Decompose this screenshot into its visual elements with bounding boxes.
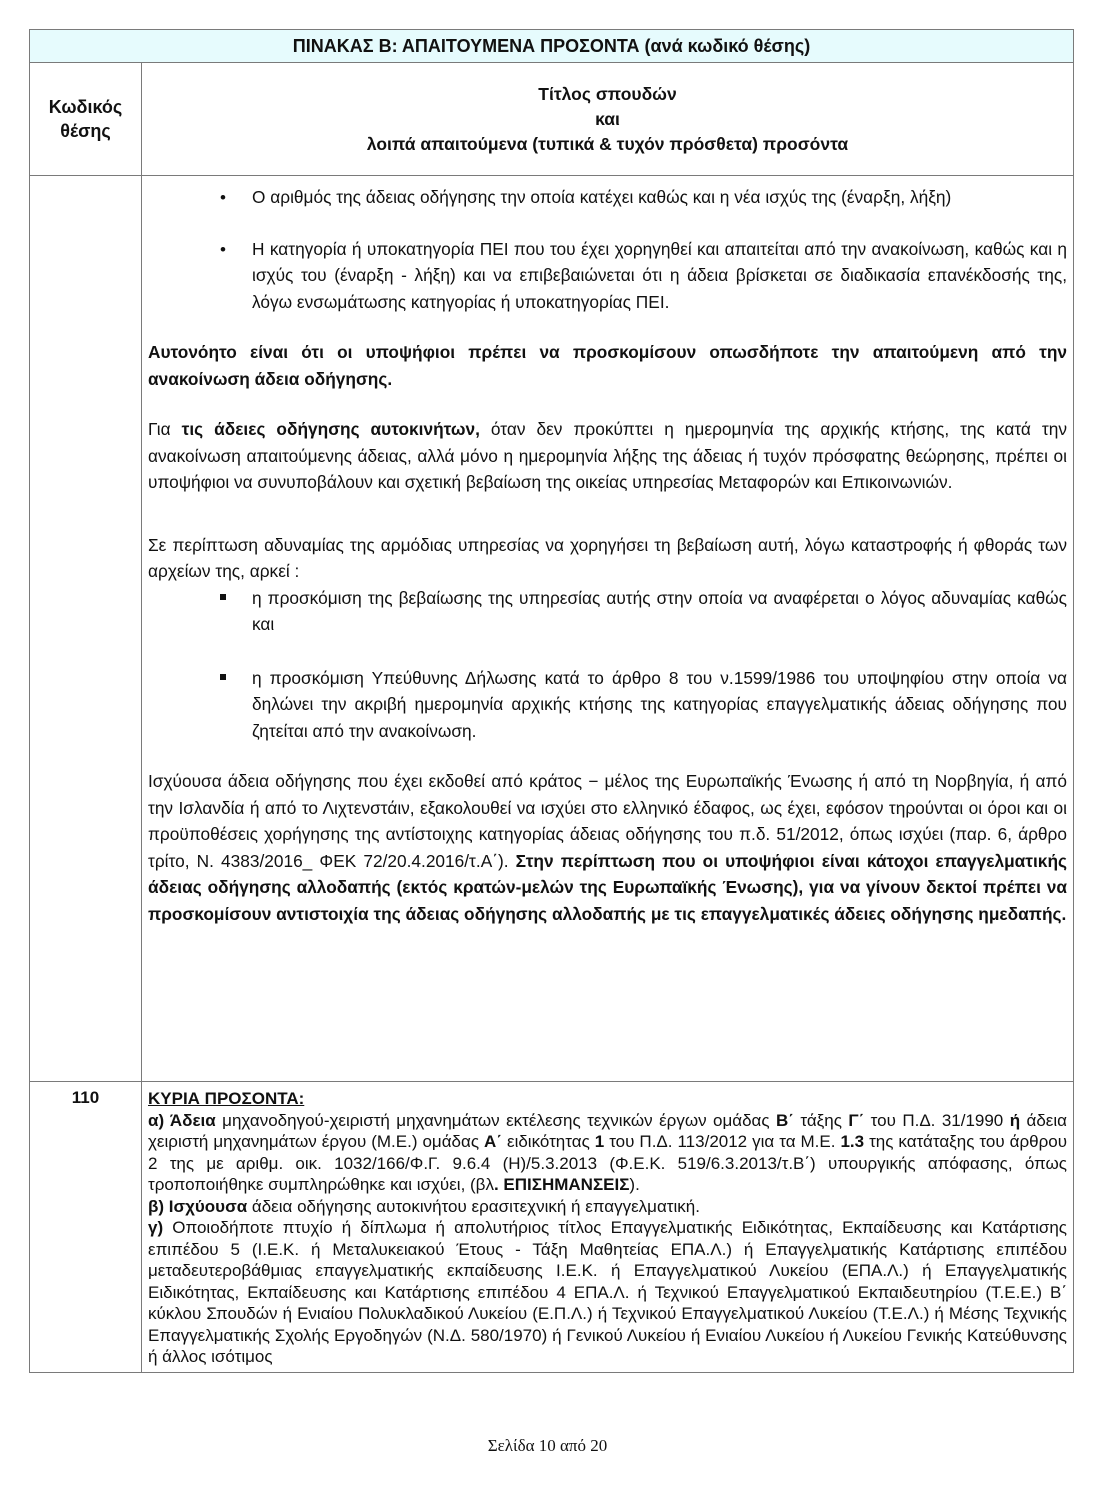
qualifications-table: [29, 29, 1074, 1373]
header-position-code: Κωδικός θέσης: [30, 63, 142, 176]
inability-paragraph: Σε περίπτωση αδυναμίας της αρμόδιας υπηρεσίας να χορηγήσει τη βεβαίωση αυτή, λόγω καταστροφής ή φθοράς των αρχείων της, αρκεί :: [148, 534, 1067, 581]
row-content: [142, 1082, 1074, 1373]
bullet-dot-icon: [148, 184, 252, 212]
qualification-b: β) Ισχύουσα άδεια οδήγησης αυτοκινήτου ερασιτεχνική ή επαγγελματική.: [148, 1196, 700, 1216]
row-content: [142, 176, 1074, 1082]
table-title: ΠΙΝΑΚΑΣ Β: ΑΠΑΙΤΟΥΜΕΝΑ ΠΡΟΣΟΝΤΑ (ανά κωδικό θέσης): [30, 30, 1074, 63]
document-page: [29, 29, 1074, 1373]
position-code: 110: [30, 1082, 142, 1373]
page-number: Σελίδα 10 από 20: [487, 1436, 608, 1455]
qualification-a: α) Άδεια μηχανοδηγού-χειριστή μηχανημάτων εκτέλεσης τεχνικών έργων ομάδας Β΄ τάξης Γ΄ του Π.Δ. 31/1990 ή άδεια χειριστή μηχανημάτων έργου (Μ.Ε.) ομάδας Α΄ ειδικότητας 1 του Π.Δ. 113/2012 για τα Μ.Ε. 1.3 της κατάταξης του άρθρου 2 της με αριθμ. οικ. 1032/166/Φ.Γ. 9.6.4 (Η)/5.3.2013 (Φ.Ε.Κ. 519/6.3.2013/τ.Β΄) υπουργικής απόφασης, όπως τροποποιήθηκε συμπληρώθηκε και ισχύει, (βλ. ΕΠΙΣΗΜΑΝΣΕΙΣ).: [148, 1110, 1067, 1194]
header-qualifications: Τίτλος σπουδών και λοιπά απαιτούμενα (τυπικά & τυχόν πρόσθετα) προσόντα: [142, 63, 1074, 176]
table-row: [30, 1082, 1074, 1373]
list-item: η προσκόμιση της βεβαίωσης της υπηρεσίας αυτής στην οποία να αναφέρεται ο λόγος αδυναμίας καθώς και: [148, 585, 1067, 638]
main-qualifications-heading: ΚΥΡΙΑ ΠΡΟΣΟΝΤΑ:: [148, 1089, 305, 1108]
bullet-square-icon: [148, 585, 252, 638]
eu-license-paragraph: Ισχύουσα άδεια οδήγησης που έχει εκδοθεί από κράτος − μέλος της Ευρωπαϊκής Ένωσης ή από τη Νορβηγία, ή από την Ισλανδία ή από το Λιχτενστάιν, εξακολουθεί να ισχύει στο ελληνικό έδαφος, ως έχει, εφόσον τηρούνται οι όροι και οι προϋποθέσεις χορήγησης της αντίστοιχης κατηγορίας άδειας οδήγησης του π.δ. 51/2012, όπως ισχύει (παρ. 6, άρθρο τρίτο, Ν. 4383/2016_ ΦΕΚ 72/20.4.2016/τ.Α΄). Στην περίπτωση που οι υποψήφιοι είναι κάτοχοι επαγγελματικής άδειας οδήγησης αλλοδαπής (εκτός κρατών-μελών της Ευρωπαϊκής Ένωσης), για να γίνουν δεκτοί πρέπει να προσκομίσουν αντιστοιχία της άδειας οδήγησης αλλοδαπής με τις επαγγελματικές άδειες οδήγησης ημεδαπής.: [148, 771, 1067, 924]
bold-note: Αυτονόητο είναι ότι οι υποψήφιοι πρέπει να προσκομίσουν οπωσδήποτε την απαιτούμενη από την ανακοίνωση άδεια οδήγησης.: [148, 342, 1067, 389]
table-title-row: [30, 30, 1074, 63]
qualification-c: γ) Οποιοδήποτε πτυχίο ή δίπλωμα ή απολυτήριος τίτλος Επαγγελματικής Ειδικότητας, Εκπαίδευσης και Κατάρτισης επιπέδου 5 (Ι.Ε.Κ. ή Μεταλυκειακού Έτους - Τάξη Μαθητείας ΕΠΑ.Λ.) ή Επαγγελματικής Κατάρτισης επιπέδου μεταδευτεροβάθμιας επαγγελματικής εκπαίδευσης Ι.Ε.Κ. ή Επαγγελματικού Λυκείου (ΕΠΑ.Λ.) ή Επαγγελματικής Ειδικότητας, Εκπαίδευσης και Κατάρτισης επιπέδου 4 ΕΠΑ.Λ. ή Τεχνικού Επαγγελματικού Εκπαιδευτηρίου (Τ.Ε.Ε.) Β΄ κύκλου Σπουδών ή Ενιαίου Πολυκλαδικού Λυκείου (Ε.Π.Λ.) ή Τεχνικού Επαγγελματικού Λυκείου (Τ.Ε.Λ.) ή Μέσης Τεχνικής Επαγγελματικής Σχολής Εργοδηγών (Ν.Δ. 580/1970) ή Γενικού Λυκείου ή Ενιαίου Λυκείου ή Λυκείου Γενικής Κατεύθυνσης ή άλλος ισότιμος: [148, 1218, 1067, 1366]
car-license-paragraph: Για τις άδειες οδήγησης αυτοκινήτων, όταν δεν προκύπτει η ημερομηνία της αρχικής κτήσης, της κατά την ανακοίνωση απαιτούμενης άδειας, αλλά μόνο η ημερομηνία λήξης της άδειας ή τυχόν πρόσφατης θεώρησης, πρέπει οι υποψήφιοι να συνυποβάλουν και σχετική βεβαίωση της οικείας υπηρεσίας Μεταφορών και Επικοινωνιών.: [148, 419, 1068, 492]
row-code-empty: [30, 176, 142, 1082]
list-item: η προσκόμιση Υπεύθυνης Δήλωσης κατά το άρθρο 8 του ν.1599/1986 του υποψηφίου στην οποία να δηλώνει την ακριβή ημερομηνία αρχικής κτήσης της κατηγορίας επαγγελματικής άδειας οδήγησης που ζητείται από την ανακοίνωση.: [148, 665, 1067, 745]
table-row: [30, 176, 1074, 1082]
table-header-row: [30, 63, 1074, 176]
list-item: • Ο αριθμός της άδειας οδήγησης την οποία κατέχει καθώς και η νέα ισχύς της (έναρξη, λήξη): [148, 184, 1067, 212]
bullet-square-icon: [148, 665, 252, 745]
bullet-dot-icon: [148, 236, 252, 316]
list-item: • Η κατηγορία ή υποκατηγορία ΠΕΙ που του έχει χορηγηθεί και απαιτείται από την ανακοίνωση, καθώς και η ισχύς του (έναρξη - λήξη) και να επιβεβαιώνεται ότι η άδεια βρίσκεται σε διαδικασία επανέκδοσής της, λόγω ενσωμάτωσης κατηγορίας ή υποκατηγορίας ΠΕΙ.: [148, 236, 1067, 316]
